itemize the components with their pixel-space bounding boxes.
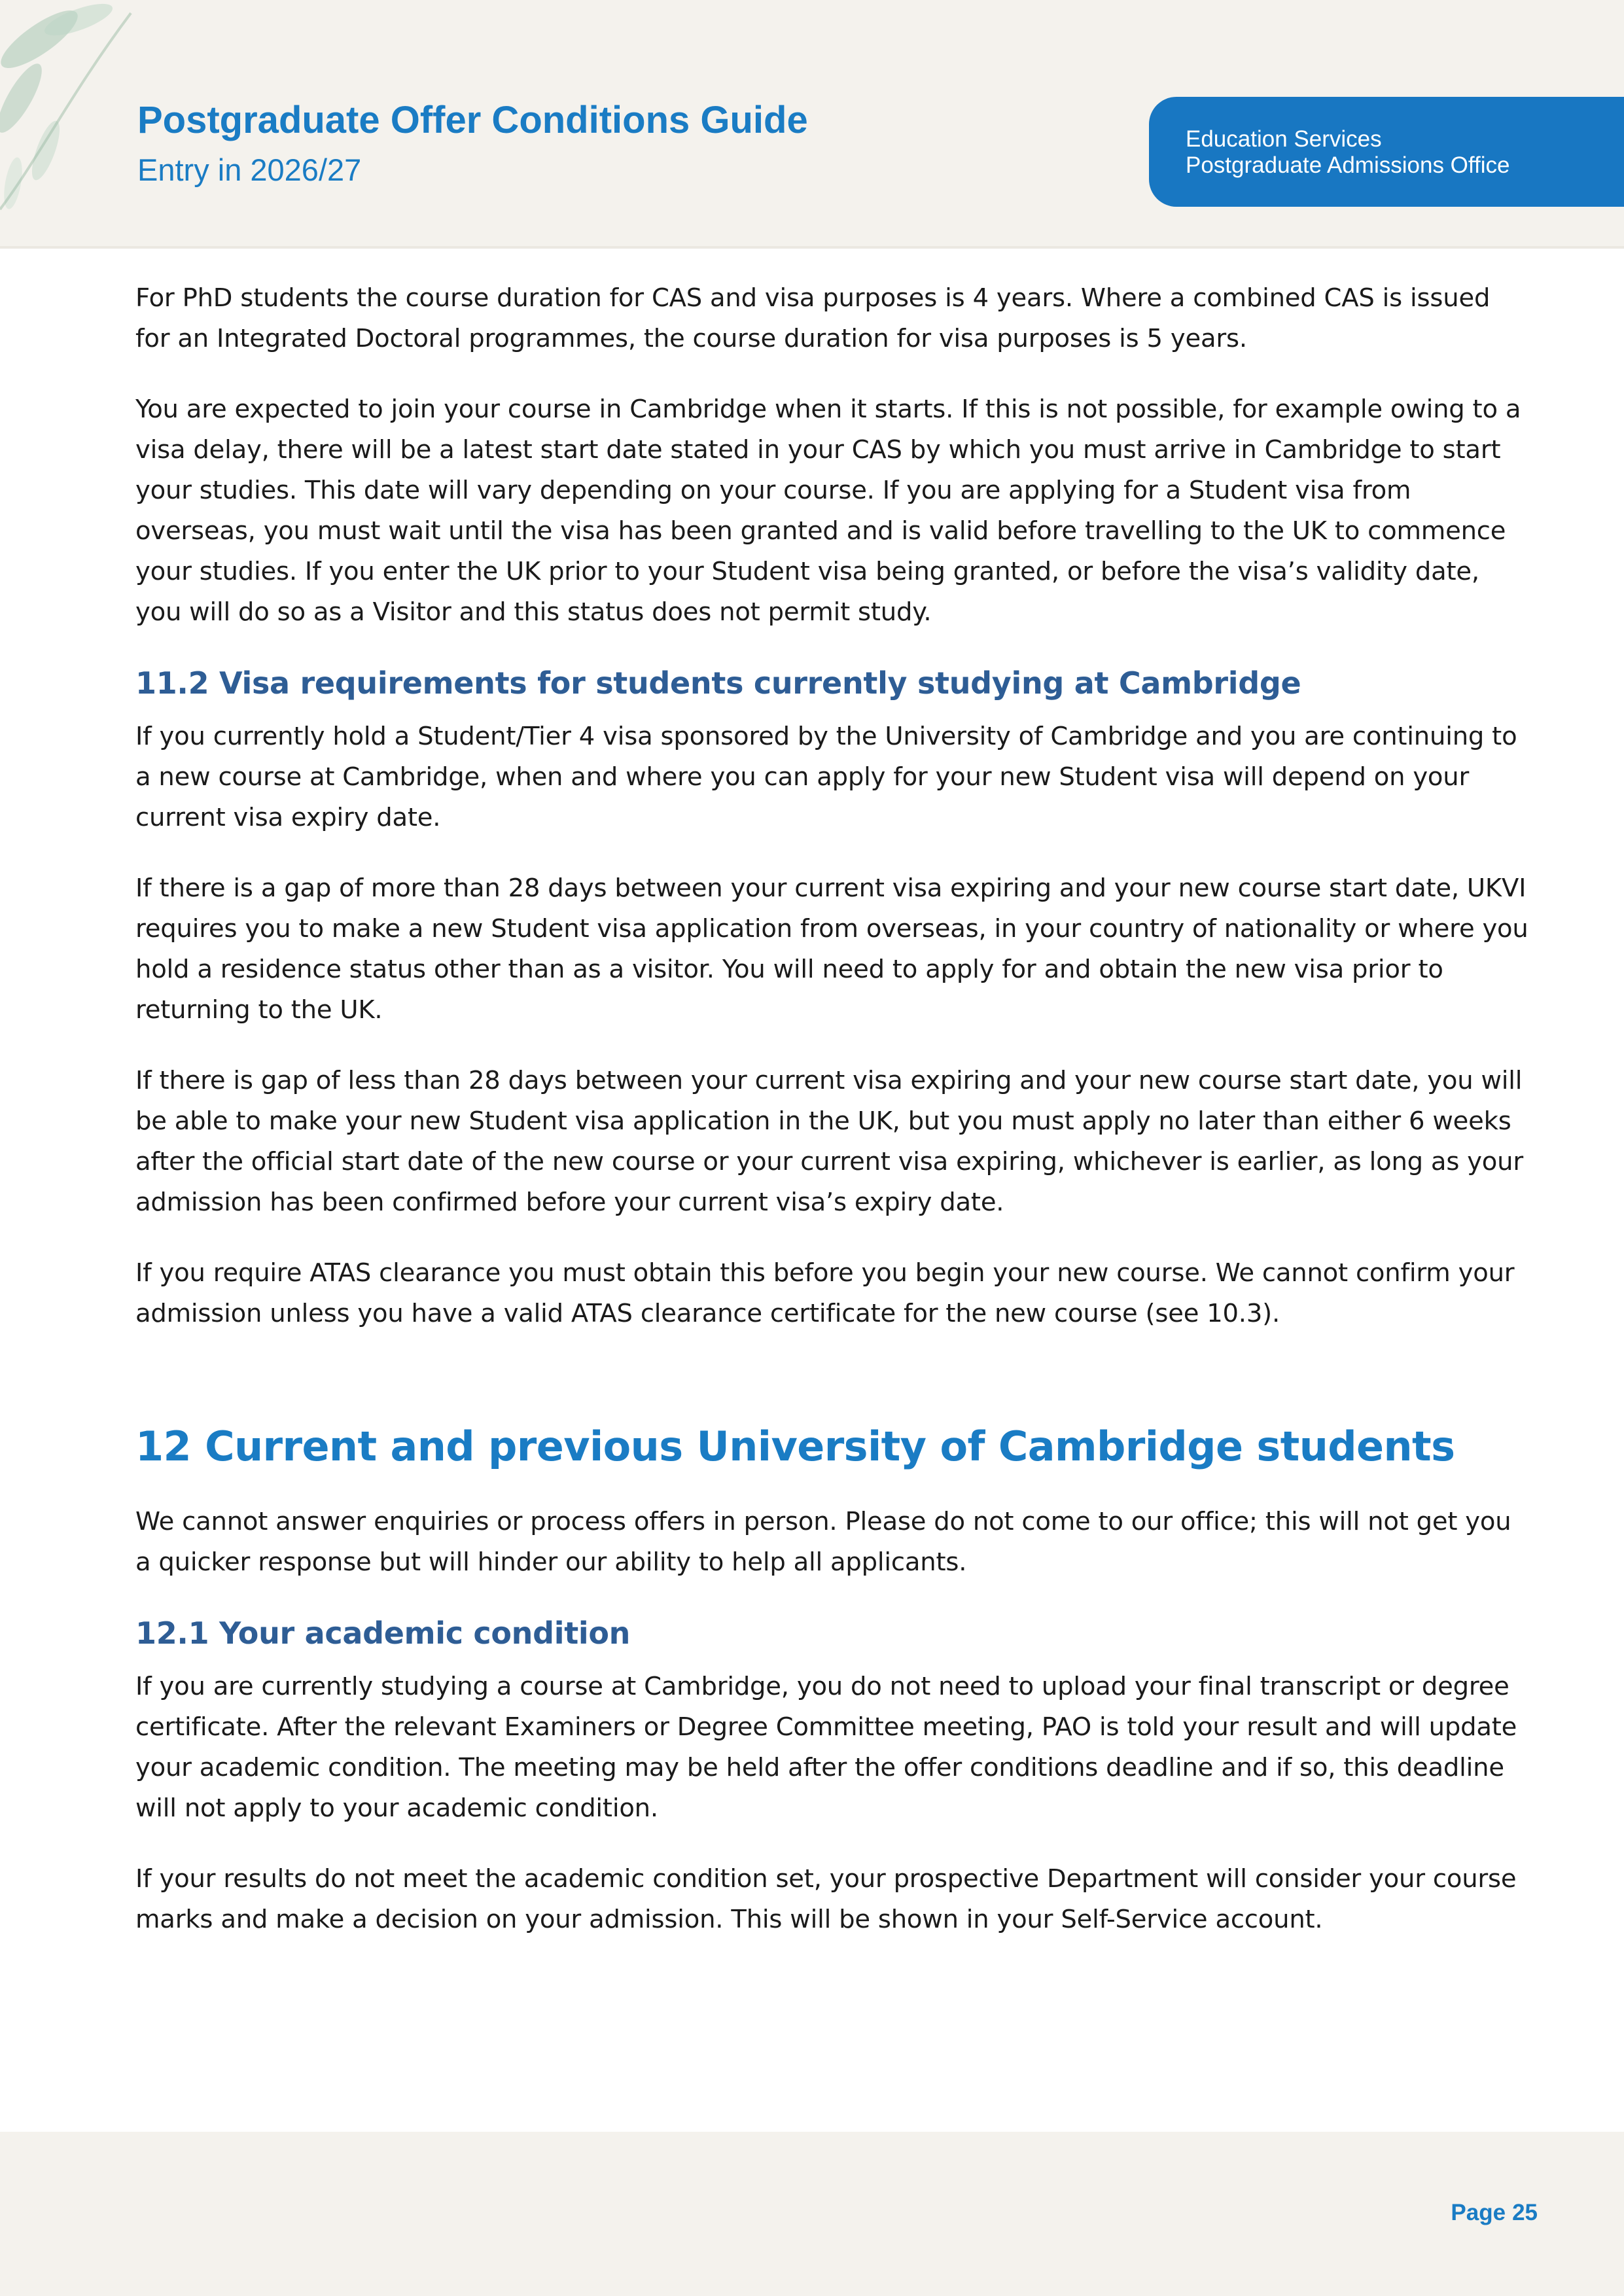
paragraph: If you are currently studying a course at Cambridge, you do not need to upload your final transcript or degree certificate. After the relevant Examiners or Degree Committee meeting, PAO is told your result and will update your academic condition. The meeting may be held after the offer conditions deadline and if so, this deadline will not apply to your academic condition.	[135, 1672, 1517, 1823]
document-subtitle: Entry in 2026/27	[137, 152, 362, 187]
page-footer	[0, 2132, 1624, 2296]
paragraph: If there is gap of less than 28 days between your current visa expiring and your new course start date, you will be able to make your new Student visa application in the UK, but you must apply no later than either 6 weeks after the official start date of the new course or your current visa expiring, whichever is earlier, as long as your admission has been confirmed before your current visa’s expiry date.	[135, 1066, 1523, 1217]
paragraph: For PhD students the course duration for CAS and visa purposes is 4 years. Where a combined CAS is issued for an Integrated Doctoral programmes, the course duration for visa purposes is 5 years.	[135, 283, 1491, 353]
document-title: Postgraduate Offer Conditions Guide	[137, 99, 808, 141]
paragraph: We cannot answer enquiries or process offers in person. Please do not come to our office; this will not get you a quicker response but will hinder our ability to help all applicants.	[135, 1507, 1511, 1577]
office-line-2: Postgraduate Admissions Office	[1186, 152, 1510, 178]
paragraph: If there is a gap of more than 28 days between your current visa expiring and your new course start date, UKVI requires you to make a new Student visa application from overseas, in your country of nationality or where you hold a residence status other than as a visitor. You will need to apply for and obtain the new visa prior to returning to the UK.	[135, 874, 1528, 1025]
watercolor-leaves-icon	[0, 0, 157, 249]
paragraph: You are expected to join your course in Cambridge when it starts. If this is not possible, for example owing to a visa delay, there will be a latest start date stated in your CAS by which you must arrive in Cambridge to start your studies. This date will vary depending on your course. If you are applying for a Student visa from overseas, you must wait until the visa has been granted and is valid before travelling to the UK to commence your studies. If you enter the UK prior to your Student visa being granted, or before the visa’s validity date, you will do so as a Visitor and this status does not permit study.	[135, 395, 1521, 627]
section-spacer	[135, 1364, 1529, 1421]
paragraph: If you currently hold a Student/Tier 4 visa sponsored by the University of Cambridge and you are continuing to a new course at Cambridge, when and where you can apply for your new Student visa will depend on your current visa expiry date.	[135, 722, 1517, 832]
page-number	[1444, 2200, 1538, 2226]
section-heading-12: 12 Current and previous University of Cambridge students	[135, 1422, 1455, 1470]
page-header	[0, 0, 1624, 249]
office-badge	[1149, 97, 1624, 207]
document-body	[135, 278, 1529, 1970]
page-label: Page	[1451, 2200, 1506, 2225]
section-heading-11-2: 11.2 Visa requirements for students currently studying at Cambridge	[135, 665, 1301, 701]
paragraph: If your results do not meet the academic condition set, your prospective Department will consider your course marks and make a decision on your admission. This will be shown in your Self-Service account.	[135, 1864, 1517, 1934]
section-heading-12-1: 12.1 Your academic condition	[135, 1616, 631, 1651]
office-line-1: Education Services	[1186, 126, 1382, 152]
page-number-value: 25	[1512, 2200, 1538, 2225]
paragraph: If you require ATAS clearance you must obtain this before you begin your new course. We cannot confirm your admission unless you have a valid ATAS clearance certificate for the new course (see 10.3).	[135, 1258, 1515, 1328]
